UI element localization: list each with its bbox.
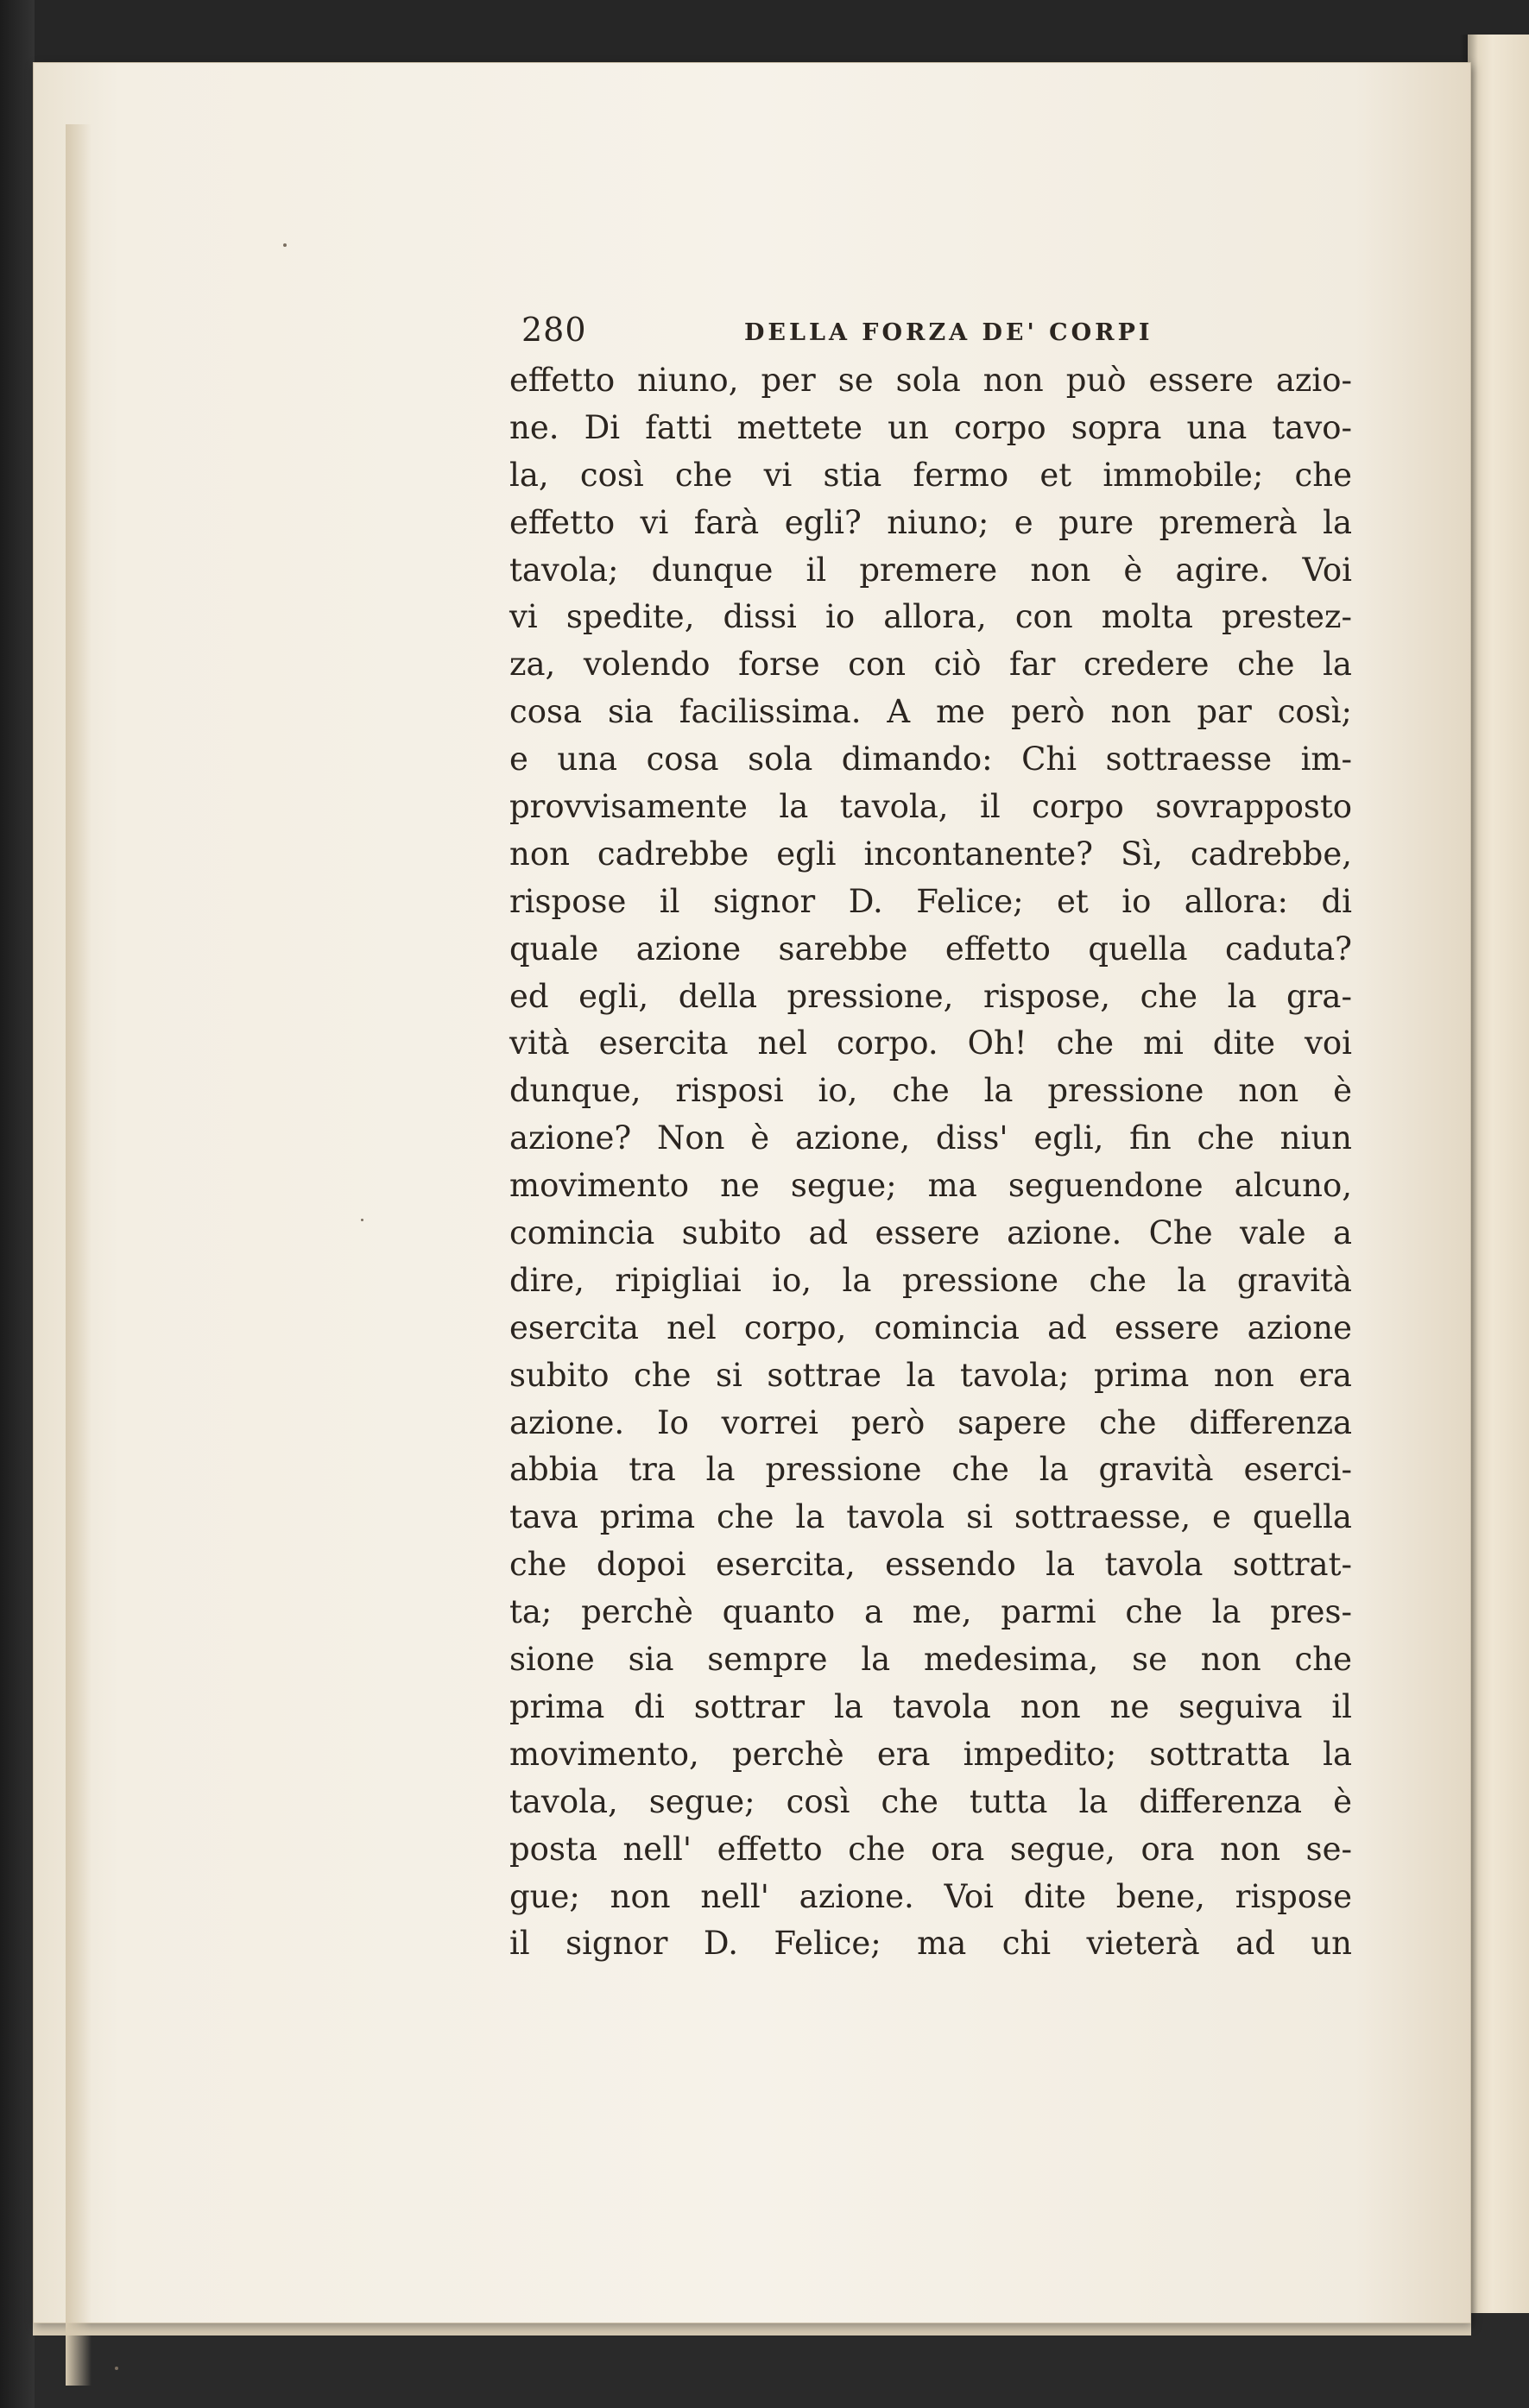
text-line: non cadrebbe egli incontanente? Sì, cadrebbe, [509, 835, 1352, 873]
text-line: quale azione sarebbe effetto quella caduta? [509, 930, 1352, 968]
text-line: movimento, perchè era impedito; sottratta la [509, 1735, 1352, 1773]
text-line: dire, ripigliai io, la pressione che la gravità [509, 1261, 1352, 1299]
page-left-edge [66, 124, 92, 2386]
body-text [509, 357, 1352, 1968]
running-head [509, 307, 1352, 357]
text-line: abbia tra la pressione che la gravità eserci- [509, 1451, 1352, 1489]
paper-speck [115, 2367, 118, 2370]
text-line: tava prima che la tavola si sottraesse, e quella [509, 1498, 1352, 1536]
text-line: movimento ne segue; ma seguendone alcuno, [509, 1167, 1352, 1205]
paper-speck [283, 243, 287, 247]
paper-speck [361, 1219, 363, 1221]
text-line: ed egli, della pressione, rispose, che la gra- [509, 977, 1352, 1015]
text-line: effetto vi farà egli? niuno; e pure premerà la [509, 503, 1352, 541]
text-line: azione? Non è azione, diss' egli, fin che niun [509, 1119, 1352, 1157]
scanner-background-left [0, 0, 35, 2408]
text-line: sione sia sempre la medesima, se non che [509, 1641, 1352, 1679]
text-block [509, 307, 1352, 1968]
text-line: dunque, risposi io, che la pressione non è [509, 1072, 1352, 1110]
text-line: prima di sottrar la tavola non ne seguiva il [509, 1687, 1352, 1725]
text-line: e una cosa sola dimando: Chi sottraesse im- [509, 741, 1352, 779]
text-line: rispose il signor D. Felice; et io allora: di [509, 882, 1352, 920]
text-line: za, volendo forse con ciò far credere che la [509, 646, 1352, 684]
text-line: ne. Di fatti mettete un corpo sopra una tavo- [509, 408, 1352, 446]
text-line: vi spedite, dissi io allora, con molta prestez- [509, 598, 1352, 636]
text-line: comincia subito ad essere azione. Che vale a [509, 1214, 1352, 1252]
text-line: tavola, segue; così che tutta la differenza è [509, 1782, 1352, 1820]
text-line: il signor D. Felice; ma chi vieterà ad un [509, 1925, 1352, 1963]
text-line: gue; non nell' azione. Voi dite bene, rispose [509, 1877, 1352, 1915]
text-line: ta; perchè quanto a me, parmi che la pres- [509, 1593, 1352, 1631]
text-line: cosa sia facilissima. A me però non par così; [509, 693, 1352, 731]
text-line: azione. Io vorrei però sapere che differenza [509, 1403, 1352, 1441]
text-line: che dopoi esercita, essendo la tavola sottrat- [509, 1546, 1352, 1584]
text-line: provvisamente la tavola, il corpo sovrapposto [509, 788, 1352, 826]
text-line: la, così che vi stia fermo et immobile; che [509, 456, 1352, 494]
text-line: tavola; dunque il premere non è agire. Voi [509, 551, 1352, 589]
text-line: vità esercita nel corpo. Oh! che mi dite voi [509, 1024, 1352, 1062]
text-line: posta nell' effetto che ora segue, ora non se- [509, 1830, 1352, 1868]
text-line: subito che si sottrae la tavola; prima non era [509, 1356, 1352, 1394]
running-head-title: DELLA FORZA DE' CORPI [744, 319, 1153, 346]
scanner-background-top [0, 0, 1529, 69]
text-line: esercita nel corpo, comincia ad essere azione [509, 1308, 1352, 1346]
text-line: effetto niuno, per se sola non può essere azio- [509, 362, 1352, 399]
page-number: 280 [521, 311, 587, 349]
